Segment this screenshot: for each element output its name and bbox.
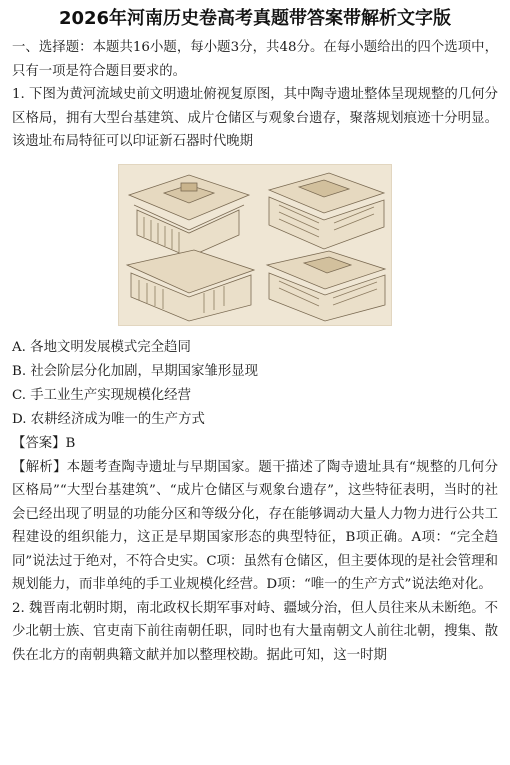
site-drawing-icon (119, 165, 391, 325)
section-instructions: 一、选择题：本题共16小题，每小题3分，共48分。在每小题给出的四个选项中，只有一项是符合题目要求的。 (12, 40, 498, 79)
analysis-text: 【解析】本题考查陶寺遗址与早期国家。题干描述了陶寺遗址具有“规整的几何分区格局”“大型台基建筑”、“成片仓储区与观象台遗存”，这些特征表明，当时的社会已经出现了明显的功能分区和等级分化，存在能够调动大量人力物力进行公共工程建设的组织能力，这正是早期国家形态的典型特征，B项正确。A项：“完全趋同”说法过于绝对，不符合史实。C项：虽然有仓储区，但主要体现的是社会管理和规划能力，而非单纯的手工业规模化经营。D项：“唯一的生产方式”说法绝对化。 (12, 459, 498, 592)
question-1-stem: 1. 下图为黄河流域史前文明遗址俯视复原图，其中陶寺遗址整体呈现规整的几何分区格局，拥有大型台基建筑、成片仓储区与观象台遗存，聚落规划痕迹十分明显。该遗址布局特征可以印证新石器时代晚期 (12, 87, 498, 149)
question-2-stem: 2. 魏晋南北朝时期，南北政权长期军事对峙、疆域分治，但人员往来从未断绝。不少北朝士族、官吏南下前往南朝任职，同时也有大量南朝文人前往北朝，搜集、散佚在北方的南朝典籍文献并加以整理校勘。据此可知，这一时期 (12, 600, 498, 663)
figure-container (12, 164, 498, 326)
option-b: B. 社会阶层分化加剧，早期国家雏形显现 (12, 363, 258, 379)
archaeological-site-illustration (118, 164, 392, 326)
option-a: A. 各地文明发展模式完全趋同 (12, 339, 191, 355)
answer-label: 【答案】B (12, 435, 76, 451)
option-d: D. 农耕经济成为唯一的生产方式 (12, 411, 205, 427)
page-title: 2026年河南历史卷高考真题带答案带解析文字版 (58, 8, 452, 29)
option-c: C. 手工业生产实现规模化经营 (12, 387, 191, 403)
